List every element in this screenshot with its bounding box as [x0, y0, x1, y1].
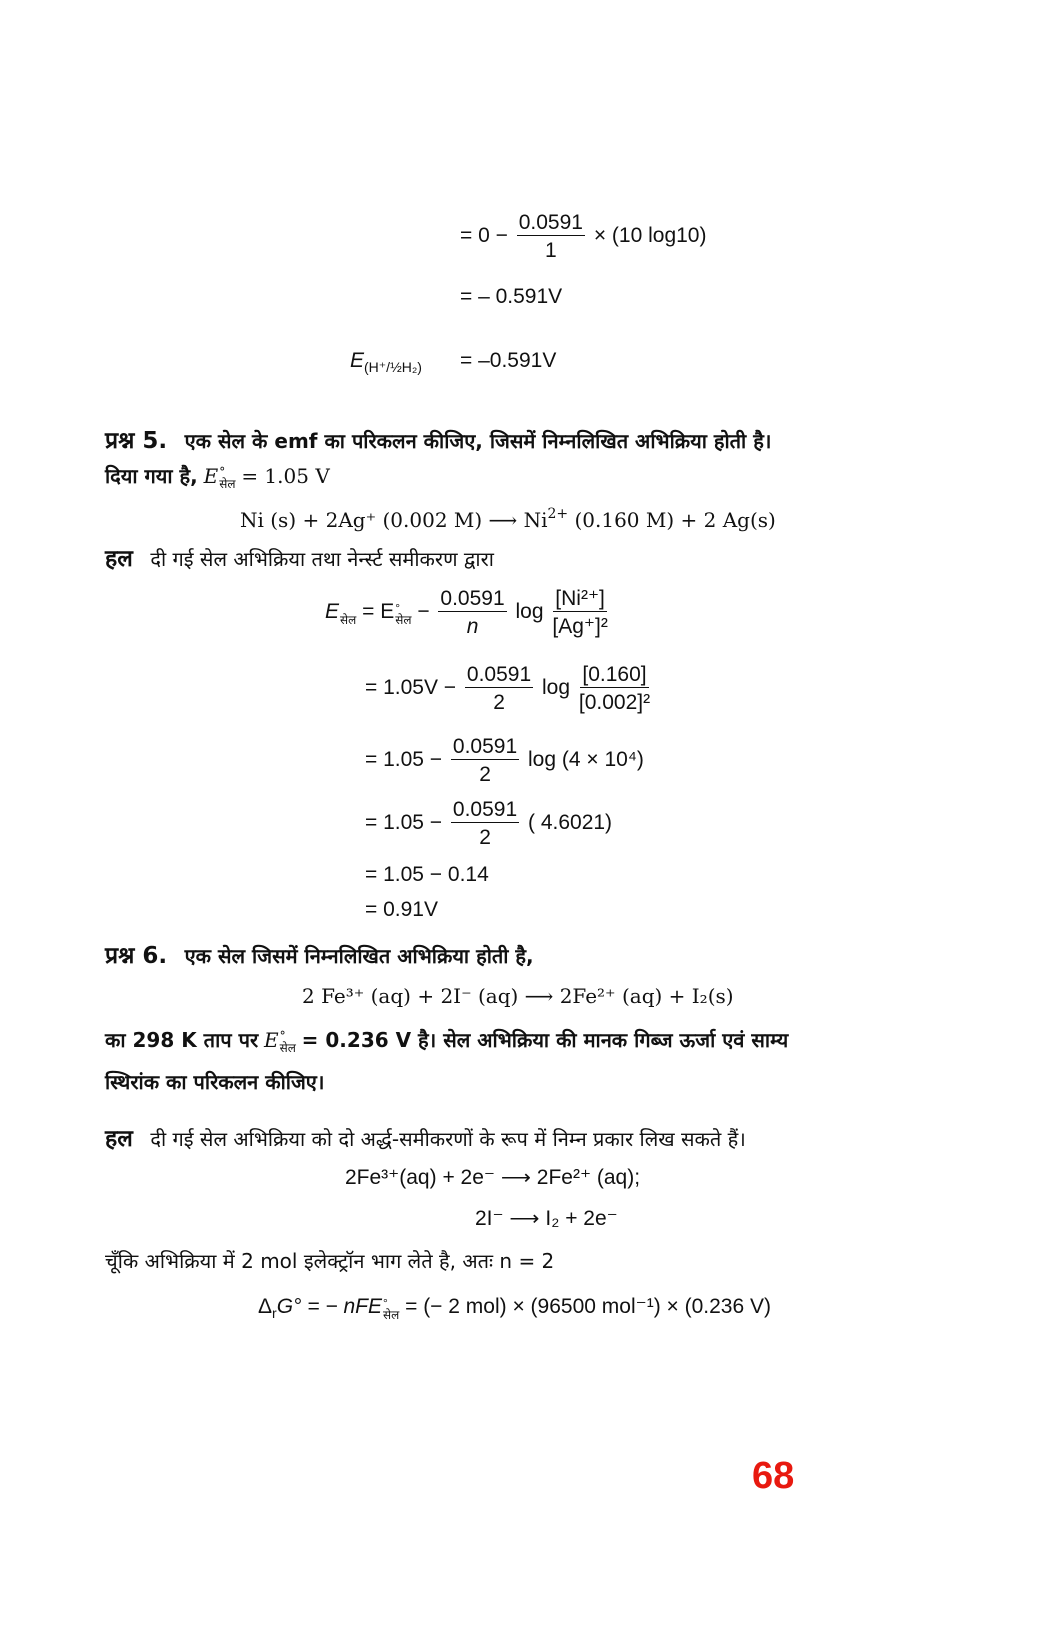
question-label: प्रश्न 6.: [105, 943, 168, 969]
e-cell: [325, 600, 357, 628]
superscript: 2+: [547, 506, 569, 522]
solution-label: हल: [105, 546, 133, 572]
solution-text: दी गई सेल अभिक्रिया को दो अर्द्ध-समीकरणों के रूप में निम्न प्रकार लिख सकते हैं।: [150, 1127, 746, 1151]
equation-line: = –0.591V: [460, 349, 557, 372]
given-line: [105, 464, 330, 491]
question-text: एक सेल के emf का परिकलन कीजिए, जिसमें निम्नलिखित अभिक्रिया होती है।: [184, 429, 772, 453]
fraction: [552, 588, 607, 637]
degree-mark: °: [383, 1296, 388, 1310]
gibbs-equation: [258, 1296, 771, 1320]
equation-line: [365, 799, 612, 848]
solution-text: दी गई सेल अभिक्रिया तथा नेर्न्स्ट समीकरण द्वारा: [150, 547, 494, 571]
electrode-potential-symbol: [350, 350, 422, 374]
numerator: 0.0591: [518, 211, 583, 234]
page-number: 68: [752, 1455, 795, 1497]
solution-5: [105, 548, 494, 571]
text: E: [325, 600, 340, 624]
reaction: [240, 507, 776, 530]
fraction: [465, 664, 533, 713]
fraction: [579, 664, 650, 713]
fraction: [438, 588, 506, 637]
text: = 0 −: [460, 224, 508, 248]
half-reaction: 2Fe³⁺(aq) + 2e⁻ ⟶ 2Fe²⁺ (aq);: [345, 1166, 641, 1189]
denominator: [0.002]²: [578, 691, 651, 714]
degree-mark: °: [395, 601, 401, 616]
question-6-line: स्थिरांक का परिकलन कीजिए।: [105, 1070, 325, 1094]
fraction: [517, 212, 585, 261]
denominator: n: [466, 615, 479, 638]
numerator: 0.0591: [452, 798, 518, 821]
denominator: 2: [493, 691, 505, 714]
question-6: [105, 945, 534, 968]
subscript: सेल: [279, 1041, 296, 1055]
subscript: सेल: [340, 613, 357, 628]
text: Ni (s) + 2Ag⁺ (0.002 M) ⟶ Ni: [240, 508, 548, 532]
equation-line: [365, 736, 644, 785]
text: −: [417, 600, 430, 624]
e-cell-standard: [203, 464, 236, 491]
numerator: [Ni²⁺]: [555, 587, 605, 610]
text: log: [515, 600, 544, 624]
denominator: 1: [545, 239, 557, 262]
equation-line: = 0.91V: [365, 898, 438, 921]
reaction: 2 Fe³⁺ (aq) + 2I⁻ (aq) ⟶ 2Fe²⁺ (aq) + I₂(s): [302, 984, 734, 1008]
fraction: [451, 736, 519, 785]
equation-line: [365, 664, 653, 713]
text: × (10 log10): [593, 224, 707, 248]
numerator: 0.0591: [452, 735, 518, 758]
text: ( 4.6021): [528, 811, 613, 835]
nernst-equation: [325, 588, 611, 637]
degree-mark: °: [279, 1029, 286, 1043]
solution-label: हल: [105, 1126, 133, 1152]
denominator: 2: [479, 763, 491, 786]
solution-6: [105, 1128, 746, 1151]
text: = 0.236 V है। सेल अभिक्रिया की मानक गिब्ज ऊर्जा एवं साम्य: [301, 1028, 789, 1052]
degree-mark: °: [219, 465, 226, 479]
text: E: [263, 1028, 279, 1052]
subscript: (H⁺/½H₂): [364, 359, 422, 375]
subscript: r: [272, 1305, 277, 1321]
half-reaction: 2I⁻ ⟶ I₂ + 2e⁻: [475, 1207, 618, 1230]
denominator: 2: [479, 826, 491, 849]
text: (0.160 M) + 2 Ag(s): [568, 508, 776, 532]
text: G° = − nF: [276, 1295, 368, 1318]
text: = (− 2 mol) × (96500 mol⁻¹) × (0.236 V): [405, 1295, 772, 1318]
text: E: [203, 464, 219, 488]
text: = 1.05 −: [365, 811, 443, 835]
question-label: प्रश्न 5.: [105, 428, 168, 454]
equation-line: = – 0.591V: [460, 285, 563, 308]
text: E: [367, 1295, 382, 1318]
text: = 1.05 −: [365, 748, 443, 772]
equation-line: [460, 212, 706, 261]
text: E: [350, 349, 365, 372]
text: = E: [362, 600, 395, 624]
text: log (4 × 10⁴): [528, 748, 644, 772]
question-6-line: [105, 1028, 789, 1055]
electron-count-line: चूँकि अभिक्रिया में 2 mol इलेक्ट्रॉन भाग लेते है, अतः n = 2: [105, 1249, 555, 1273]
numerator: [0.160]: [582, 663, 647, 686]
subscript: सेल: [383, 1308, 400, 1322]
text: = 1.05V −: [365, 676, 457, 700]
text: Δ: [258, 1295, 273, 1318]
fraction: [451, 799, 519, 848]
numerator: 0.0591: [466, 663, 532, 686]
text: log: [542, 676, 571, 700]
text: का 298 K ताप पर: [105, 1028, 259, 1052]
e-cell-standard: [367, 1295, 400, 1322]
question-5: [105, 430, 771, 453]
subscript: सेल: [219, 477, 236, 491]
denominator: [Ag⁺]²: [552, 615, 608, 638]
e-cell-standard: [263, 1028, 296, 1055]
text: = 1.05 V: [241, 464, 330, 488]
subscript: सेल: [395, 613, 412, 628]
text: दिया गया है,: [105, 464, 198, 488]
numerator: 0.0591: [440, 587, 505, 610]
question-text: एक सेल जिसमें निम्नलिखित अभिक्रिया होती है,: [184, 944, 534, 968]
e-cell-standard: [362, 600, 412, 628]
equation-line: = 1.05 − 0.14: [365, 863, 489, 886]
